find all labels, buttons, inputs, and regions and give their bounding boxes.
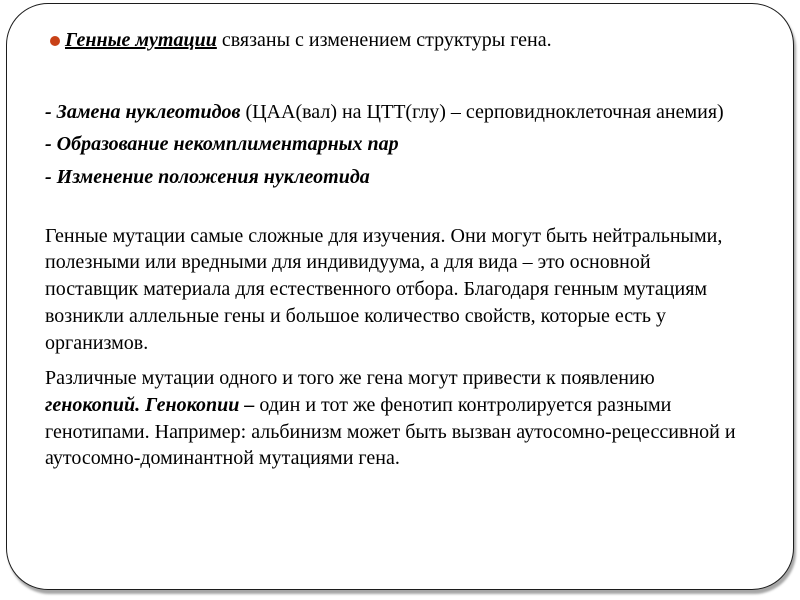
bullet-text-rest: связаны с изменением структуры гена. (216, 29, 552, 51)
sub-item-bold-text: - Образование некомплиментарных пар (45, 133, 399, 156)
sub-item-bold-text: - Изменение положения нуклеотида (45, 166, 370, 189)
paragraph-text-pre: Различные мутации одного и того же гена могут привести к появлению (45, 367, 655, 390)
bullet-icon (50, 36, 60, 46)
bullet-item (45, 27, 742, 54)
paragraph-genocopies (45, 365, 742, 472)
sub-item-regular-text: (ЦАА(вал) на ЦТТ(глу) – серповидноклеточная анемия) (245, 100, 724, 123)
paragraph-text: Генные мутации самые сложные для изучения. Они могут быть нейтральными, полезными или вредными для индивидуума, а для вида – это основной поставщик материала для естественного отбора. Благодаря генным мутациям возникли аллельные гены и большое количество свойств, которые есть у организмов. (45, 224, 723, 354)
sub-item-nucleotide-position-change (45, 164, 742, 191)
term-genocopies: генокопий. Генокопии – (45, 393, 255, 416)
sub-item-noncomplementary-pairs (45, 131, 742, 158)
paragraph-gene-mutations-study (45, 223, 742, 356)
bullet-text (65, 27, 552, 54)
paragraph-text-post: один и тот же фенотип контролируется разными генотипами. Например: альбинизм может быть вызван аутосомно-рецессивной и аутосомно-доминантной мутациями гена. (45, 393, 736, 470)
slide-content (45, 27, 742, 472)
sub-item-nucleotide-substitution (45, 99, 742, 126)
term-gene-mutations: Генные мутации (65, 29, 217, 51)
sub-item-bold-text: - Замена нуклеотидов (45, 100, 246, 123)
